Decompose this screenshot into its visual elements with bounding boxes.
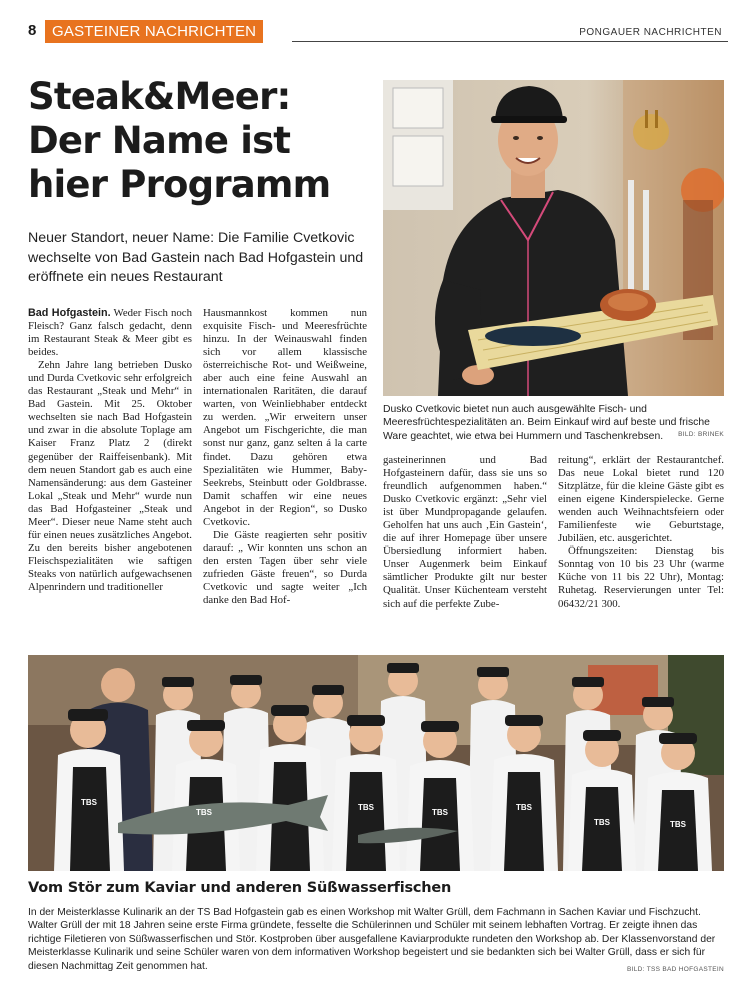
svg-text:TBS: TBS: [670, 820, 686, 829]
article-column-4: [558, 454, 724, 611]
headline-line: Steak&Meer:: [28, 75, 291, 118]
class-group-illustration: [28, 655, 724, 871]
svg-text:TBS: TBS: [516, 803, 532, 812]
svg-text:TBS: TBS: [432, 808, 448, 817]
paper-name: PONGAUER NACHRICHTEN: [579, 27, 722, 38]
paragraph: gasteinerinnen und Bad Hofgasteinern dafür, dass sie uns so freundlich aufgenommen haben.“ Dusko Cvetkovic ergänzt: „Sehr viel ist über Mundpropagande gelaufen. Geholfen hat uns auch ‚Ein Gastein‘, die auf ihrer Homepage über unsere Übersiedlung informiert haben. Unser Augenmerk beim Einkauf sämtlicher Produkte gilt nur bester Qualität. Unser Küchenteam versteht sich auf die perfekte Zube-: [383, 454, 547, 610]
headline-line: Der Name ist: [28, 119, 291, 162]
svg-text:TBS: TBS: [358, 803, 374, 812]
section-tag: GASTEINER NACHRICHTEN: [45, 20, 263, 43]
article-headline: [28, 75, 378, 207]
dateline: Bad Hofgastein.: [28, 307, 111, 319]
chef-photo: [383, 80, 724, 396]
svg-text:TBS: TBS: [196, 808, 212, 817]
paragraph-text: Weder Fisch noch Fleisch? Ganz falsch gedacht, denn im Restaurant Steak & Meer gibt es beides.: [28, 307, 192, 359]
article-column-2: [203, 307, 367, 607]
second-story-caption: In der Meisterklasse Kulinarik an der TS Bad Hofgastein gab es einen Workshop mit Walter Grüll, dem Fachmann in Sachen Kaviar und Fischzucht. Walter Grüll der mit 18 Jahren seine erste Firma gründete, fesselte die Schülerinnen und Schüler mit seinem lebhaften Vortrag. Er zeigte ihnen das richtige Filetieren von Süßwasserfischen und Stör. Kostproben über ausgefallene Kaviarprodukte rundeten den Workshop ab. Der Klassenvorstand der Meisterklasse Kulinarik und seine Schüler waren von dem informativen Workshop begeistert und sie bedankten sich bei Walter Grüll, dass er sich für diesen Nachmittag Zeit genommen hat.: [28, 907, 716, 972]
page-header: [28, 20, 728, 46]
paragraph: Die Gäste reagierten sehr positiv darauf: „ Wir konnten uns schon an den ersten Tagen über sehr viele zufrieden Gäste freuen“, so Durda Cvetkovic und sagte weiter „Ich danke den Bad Hof-: [203, 528, 367, 607]
second-story-headline: Vom Stör zum Kaviar und anderen Süßwasserfischen: [28, 880, 452, 896]
class-group-photo: [28, 655, 724, 871]
photo-credit: BILD: TSS BAD HOFGASTEIN: [626, 966, 724, 973]
article-subhead: Neuer Standort, neuer Name: Die Familie Cvetkovic wechselte von Bad Gastein nach Bad Hofgastein und eröffnete ein neues Restaurant: [28, 230, 364, 285]
article-column-3: [383, 454, 547, 611]
page-number: 8: [28, 22, 37, 39]
photo-caption: Dusko Cvetkovic bietet nun auch ausgewählte Fisch- und Meeresfrüchtespezialitäten an. Beim Einkauf wird auf beste und frische Ware geachtet, wie etwa bei Hummern und Taschenkrebsen.: [383, 404, 710, 442]
header-rule: [292, 41, 728, 42]
paragraph: Zehn Jahre lang betrieben Dusko und Durda Cvetkovic sehr erfolgreich das Restaurant „Steak und Mehr“ in Bad Gastein. Mit 25. Oktober wechselten sie nach Bad Hofgastein und zwar in die absolute Toplage am Kaiser Franz Platz 2 (direkt gegenüber der Raiffeisenbank). Mit dem neuen Standort gab es auch eine Namensänderung: aus dem Gasteiner Lokal „Steak und Mehr“ wurde nun das Bad Hofgasteiner „Steak und Meer“. Dieser neue Name steht auch für einen neues zusätzliches Angebot. Zu den bereits bisher angebotenen Fleischspezialitäten wie saftigen Steaks von natürlich aufgewachsenen Alpenrindern und traditioneller: [28, 359, 192, 593]
svg-text:TBS: TBS: [594, 818, 610, 827]
svg-text:TBS: TBS: [81, 798, 97, 807]
photo-credit: BILD: BRINEK: [678, 431, 724, 438]
chef-photo-illustration: [383, 80, 724, 396]
headline-line: hier Programm: [28, 163, 331, 206]
paragraph: reitung“, erklärt der Restaurantchef. Das neue Lokal bietet rund 120 Sitzplätze, für die kleine Gäste gibt es einen eigene Kinderspielecke. Gerne wenden auch Weihnachtsfeiern oder Familienfeste wie Geburtstage, Jubiläen, etc. ausgerichtet.: [558, 454, 724, 545]
article-column-1: [28, 307, 192, 594]
paragraph: [28, 307, 192, 359]
paragraph: Öffnungszeiten: Dienstag bis Sonntag von 10 bis 23 Uhr (warme Küche von 11 bis 22 Uhr), Montag: Ruhetag. Reservierungen unter Tel: 06432/21 300.: [558, 545, 724, 610]
paragraph: Hausmannkost kommen nun exquisite Fisch- und Meeresfrüchte hinzu. In der Weinauswahl finden sich vor allem klassische österreichische Rot- und Weißweine, aber auch eine feine Auswahl an internationalen Raritäten, die darauf warten, von Weinliebhaber entdeckt zu werden. „Wir erweitern unser Angebot um Fischgerichte, die man sonst nur ganz, ganz selten á la carte findet. Dazu gehören etwa Spezialitäten wie Hummer, Baby-Seekrebs, Steinbutt oder Goldbrasse. Damit schaffen wir eine neues Angebot in der Region“, so Dusko Cvetkovic.: [203, 307, 367, 528]
